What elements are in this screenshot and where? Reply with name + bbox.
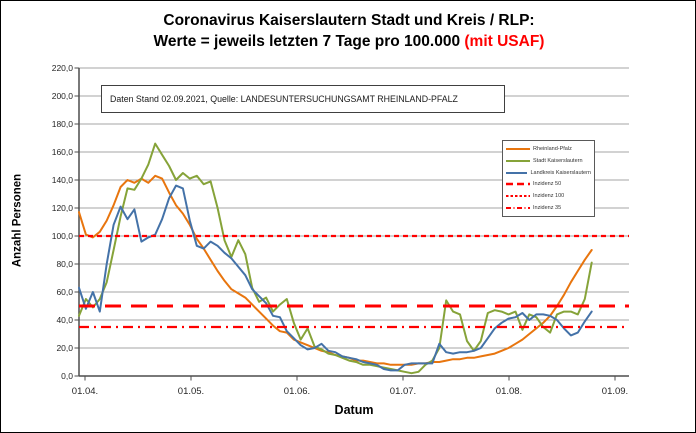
y-tick-label-160,0: 160,0 bbox=[51, 146, 73, 157]
legend-line-sample bbox=[506, 158, 530, 164]
data-source-text: Daten Stand 02.09.2021, Quelle: LANDESUNTERSUCHUNGSAMT RHEINLAND-PFALZ bbox=[110, 94, 458, 104]
y-tick-label-200,0: 200,0 bbox=[51, 90, 73, 101]
x-tick-label-01.07.: 01.07. bbox=[389, 386, 417, 397]
legend-line-sample bbox=[506, 181, 530, 187]
y-tick-label-0,0: 0,0 bbox=[61, 370, 73, 381]
x-axis-title: Datum bbox=[334, 403, 374, 417]
chart-title-line2: Werte = jeweils letzten 7 Tage pro 100.000 (mit USAF) bbox=[153, 33, 545, 50]
y-tick-label-120,0: 120,0 bbox=[51, 202, 73, 213]
y-tick-label-60,0: 60,0 bbox=[56, 286, 73, 297]
legend-label: Landkreis Kaiserslautern bbox=[530, 169, 591, 176]
y-tick-label-180,0: 180,0 bbox=[51, 118, 73, 129]
chart-title-line1: Coronavirus Kaiserslautern Stadt und Kreis / RLP: bbox=[163, 12, 535, 29]
y-tick-label-220,0: 220,0 bbox=[51, 62, 73, 73]
plot-area bbox=[1, 1, 696, 433]
legend-line-sample bbox=[506, 193, 530, 199]
legend-item-landkreis-kaiserslautern bbox=[506, 168, 591, 178]
x-tick-label-01.09.: 01.09. bbox=[601, 386, 629, 397]
legend-label: Rheinland-Pfalz bbox=[533, 145, 572, 152]
legend-label: Inzidenz 35 bbox=[533, 205, 562, 212]
y-tick-label-80,0: 80,0 bbox=[56, 258, 73, 269]
x-tick-label-01.05.: 01.05. bbox=[177, 386, 205, 397]
legend-item-inzidenz-100 bbox=[506, 191, 591, 201]
y-tick-label-40,0: 40,0 bbox=[56, 314, 73, 325]
y-tick-label-140,0: 140,0 bbox=[51, 174, 73, 185]
legend-item-rheinland-pfalz bbox=[506, 144, 591, 154]
legend-line-sample bbox=[506, 146, 530, 152]
legend-item-inzidenz-35 bbox=[506, 203, 591, 213]
y-axis-title: Anzahl Personen bbox=[11, 173, 24, 268]
legend-label: Inzidenz 50 bbox=[533, 181, 562, 188]
legend-line-sample bbox=[506, 170, 527, 176]
legend bbox=[502, 140, 595, 217]
x-tick-label-01.06.: 01.06. bbox=[283, 386, 311, 397]
legend-label: Stadt Kaiserslautern bbox=[533, 157, 583, 164]
y-tick-label-20,0: 20,0 bbox=[56, 342, 73, 353]
x-tick-label-01.04.: 01.04. bbox=[71, 386, 99, 397]
legend-line-sample bbox=[506, 205, 530, 211]
legend-item-inzidenz-50 bbox=[506, 179, 591, 189]
chart-title-usaf-note: (mit USAF) bbox=[464, 33, 545, 50]
y-tick-label-100,0: 100,0 bbox=[51, 230, 73, 241]
chart-title bbox=[1, 10, 696, 52]
legend-label: Inzidenz 100 bbox=[533, 193, 565, 200]
data-source-annotation bbox=[101, 85, 505, 113]
x-tick-label-01.08.: 01.08. bbox=[495, 386, 523, 397]
legend-item-stadt-kaiserslautern bbox=[506, 156, 591, 166]
